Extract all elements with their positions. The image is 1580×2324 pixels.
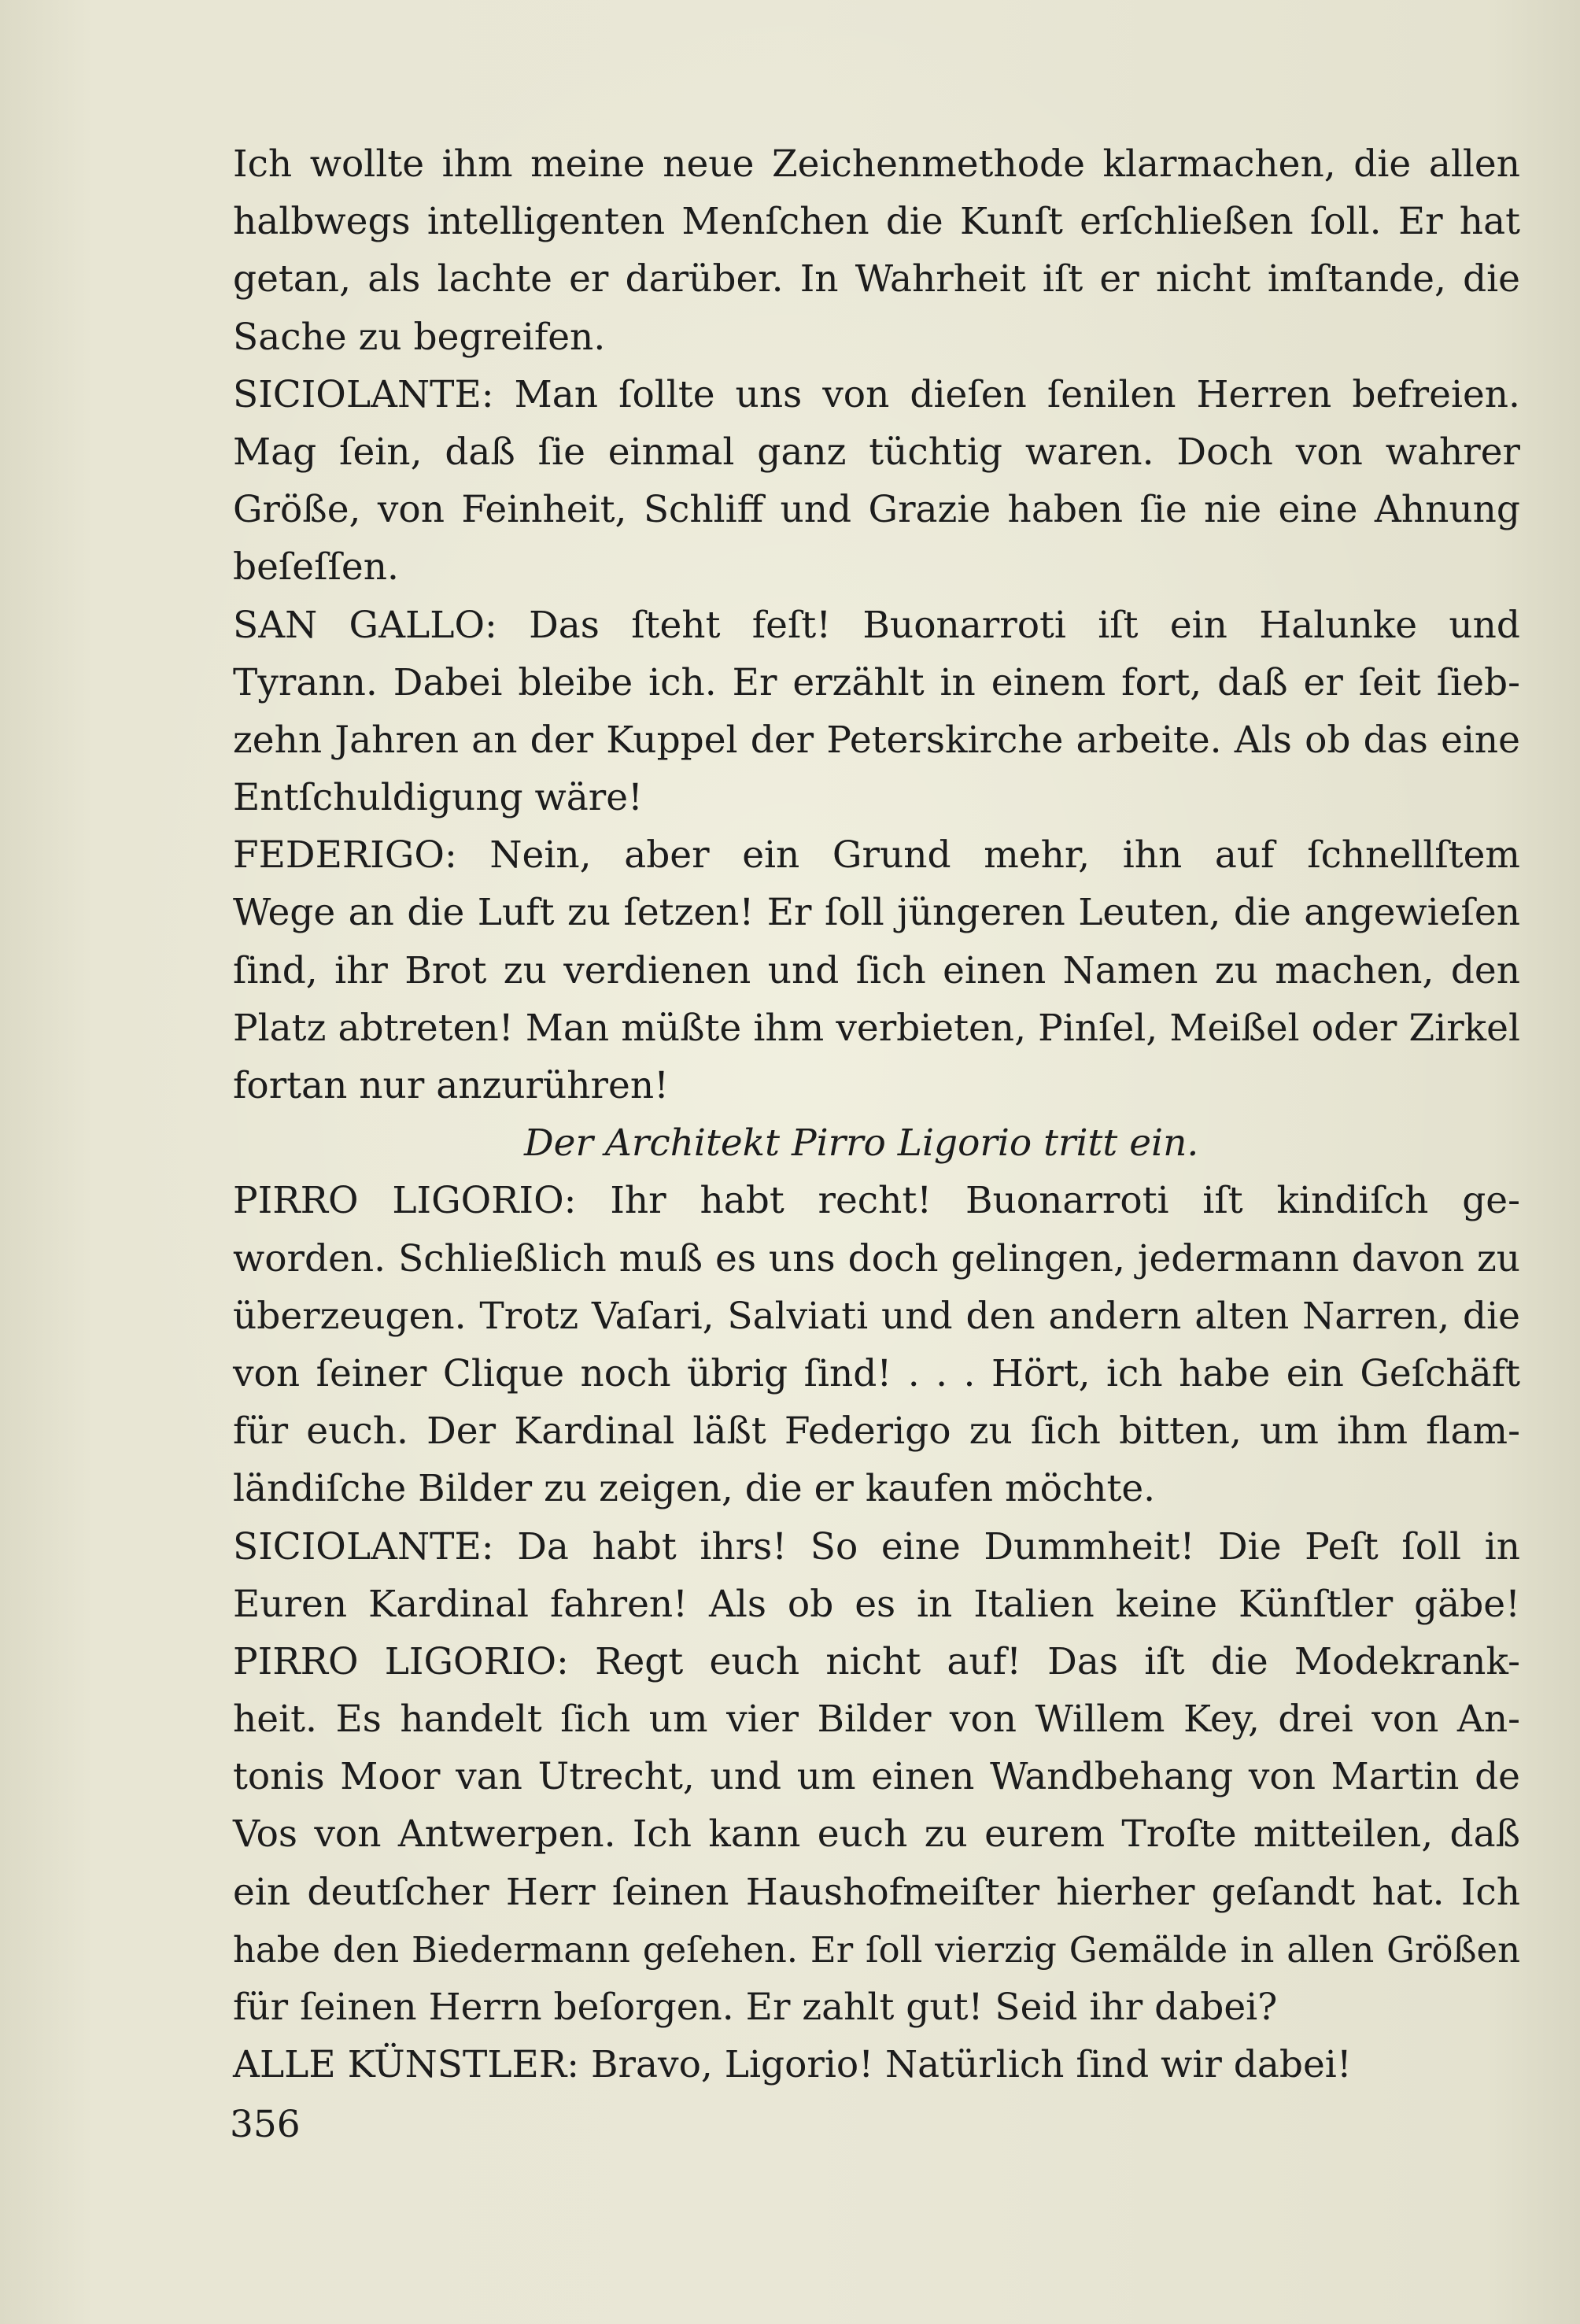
text-line: FEDERIGO: Nein, aber ein Grund mehr, ihn auf ſchnellſtem: [233, 833, 1520, 878]
text-line: Tyrann. Dabei bleibe ich. Er erzählt in einem fort, daß er ſeit ſieb-: [233, 660, 1520, 704]
text-line: ländiſche Bilder zu zeigen, die er kaufen möchte.: [233, 1467, 1156, 1511]
text-line: PIRRO LIGORIO: Regt euch nicht auf! Das iſt die Modekrank-: [233, 1639, 1520, 1683]
text-line: SICIOLANTE: Man ſollte uns von dieſen ſenilen Herren befreien.: [233, 372, 1520, 416]
text-line: SAN GALLO: Das ſteht feſt! Buonarroti iſt ein Halunke und: [233, 603, 1520, 647]
text-line: tonis Moor van Utrecht, und um einen Wandbehang von Martin de: [233, 1755, 1520, 1799]
text-line: von ſeiner Clique noch übrig ſind! . . . Hört, ich habe ein Geſchäft: [233, 1351, 1520, 1395]
text-line: ALLE KÜNSTLER: Bravo, Ligorio! Natürlich ſind wir dabei!: [233, 2043, 1352, 2087]
text-line: heit. Es handelt ſich um vier Bilder von Willem Key, drei von An-: [233, 1698, 1520, 1742]
text-line: Euren Kardinal fahren! Als ob es in Italien keine Künſtler gäbe!: [233, 1582, 1520, 1626]
text-line: beſeſſen.: [233, 545, 399, 589]
text-line: Platz abtreten! Man müßte ihm verbieten, Pinſel, Meißel oder Zirkel: [233, 1006, 1520, 1050]
text-line: getan, als lachte er darüber. In Wahrheit iſt er nicht imſtande, die: [233, 257, 1520, 301]
page-body-text: [233, 135, 1520, 2093]
text-line: worden. Schließlich muß es uns doch gelingen, jedermann davon zu: [233, 1236, 1520, 1280]
text-line: halbwegs intelligenten Menſchen die Kunſt erſchließen ſoll. Er hat: [233, 200, 1520, 244]
text-line: SICIOLANTE: Da habt ihrs! So eine Dummheit! Die Peſt ſoll in: [233, 1524, 1520, 1568]
text-line: für euch. Der Kardinal läßt Federigo zu ſich bitten, um ihm flam-: [233, 1410, 1520, 1454]
text-line: überzeugen. Trotz Vaſari, Salviati und den andern alten Narren, die: [233, 1294, 1520, 1338]
text-line: für ſeinen Herrn beſorgen. Er zahlt gut! Seid ihr dabei?: [233, 1986, 1278, 2029]
text-line: Mag ſein, daß ſie einmal ganz tüchtig waren. Doch von wahrer: [233, 430, 1520, 474]
text-line: zehn Jahren an der Kuppel der Peterskirche arbeite. Als ob das eine: [233, 718, 1520, 762]
text-line: Vos von Antwerpen. Ich kann euch zu eurem Troſte mitteilen, daß: [233, 1812, 1520, 1857]
text-line: Größe, von Feinheit, Schliff und Grazie haben ſie nie eine Ahnung: [233, 488, 1520, 532]
text-line: PIRRO LIGORIO: Ihr habt recht! Buonarroti iſt kindiſch ge-: [233, 1179, 1520, 1223]
text-line: fortan nur anzurühren!: [233, 1064, 669, 1107]
page-number: 356: [230, 2103, 301, 2146]
text-line: Wege an die Luft zu ſetzen! Er ſoll jüngeren Leuten, die angewieſen: [233, 891, 1520, 935]
text-line: Ich wollte ihm meine neue Zeichenmethode klarmachen, die allen: [233, 142, 1520, 186]
stage-direction: Der Architekt Pirro Ligorio tritt ein.: [524, 1121, 1199, 1166]
text-line: Entſchuldigung wäre!: [233, 776, 643, 820]
text-line: habe den Biedermann geſehen. Er ſoll vierzig Gemälde in allen Größen: [233, 1928, 1520, 1971]
text-line: ein deutſcher Herr ſeinen Haushofmeiſter hierher geſandt hat. Ich: [233, 1870, 1520, 1914]
text-line: Sache zu begreifen.: [233, 315, 606, 359]
text-line: ſind, ihr Brot zu verdienen und ſich einen Namen zu machen, den: [233, 948, 1520, 992]
